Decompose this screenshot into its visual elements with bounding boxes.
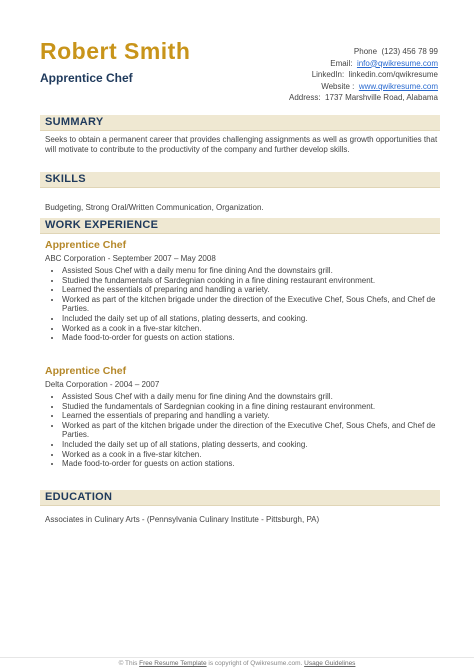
list-item: • Included the daily set up of all stations, plating desserts, and cooking.: [62, 440, 452, 450]
skills-heading: SKILLS: [45, 173, 86, 185]
linkedin-label: LinkedIn:: [311, 70, 345, 79]
education-section-header: [40, 490, 440, 506]
phone-label: Phone: [353, 47, 378, 56]
job-2-title: Apprentice Chef: [45, 365, 127, 377]
experience-section-header: [40, 218, 440, 234]
contact-phone-row: [198, 46, 438, 58]
candidate-title: Apprentice Chef: [40, 71, 133, 85]
job-2-duties: [49, 392, 452, 469]
job-1-subtitle: ABC Corporation - September 2007 – May 2008: [45, 254, 216, 263]
usage-guidelines-link[interactable]: Usage Guidelines: [304, 660, 356, 667]
list-item: • Included the daily set up of all stations, plating desserts, and cooking.: [62, 314, 452, 324]
list-item: • Studied the fundamentals of Sardegnian cooking in a fine dining restaurant environment.: [62, 402, 452, 412]
footer-prefix: © This: [118, 660, 138, 667]
skills-section-header: [40, 172, 440, 188]
list-item: • Assisted Sous Chef with a daily menu for fine dining And the downstairs grill.: [62, 266, 452, 276]
list-item: • Learned the essentials of preparing and handling a variety.: [62, 285, 452, 295]
list-item: • Assisted Sous Chef with a daily menu for fine dining And the downstairs grill.: [62, 392, 452, 402]
contact-email-row: [198, 58, 438, 70]
summary-heading: SUMMARY: [45, 116, 104, 128]
list-item: • Worked as part of the kitchen brigade under the direction of the Executive Chef, Sous Chefs, and Chef de Parties.: [62, 421, 452, 440]
list-item: • Studied the fundamentals of Sardegnian cooking in a fine dining restaurant environment.: [62, 276, 452, 286]
contact-website-row: [198, 81, 438, 93]
list-item: • Made food-to-order for guests on action stations.: [62, 333, 452, 343]
free-resume-template-link[interactable]: Free Resume Template: [139, 660, 207, 667]
education-heading: EDUCATION: [45, 491, 113, 503]
email-link[interactable]: info@qwikresume.com: [356, 58, 438, 68]
list-item: • Worked as a cook in a five-star kitchen.: [62, 324, 452, 334]
job-1-duties: [49, 266, 452, 343]
skills-text: Budgeting, Strong Oral/Written Communication, Organization.: [45, 203, 264, 212]
footer-middle: is copyright of Qwikresume.com.: [208, 660, 303, 667]
contact-linkedin-row: [198, 69, 438, 81]
summary-section-header: [40, 115, 440, 131]
phone-value: (123) 456 78 99: [381, 47, 438, 56]
list-item: • Learned the essentials of preparing and handling a variety.: [62, 411, 452, 421]
list-item: • Worked as part of the kitchen brigade under the direction of the Executive Chef, Sous Chefs, and Chef de Parties.: [62, 295, 452, 314]
experience-heading: WORK EXPERIENCE: [45, 219, 159, 231]
contact-address-row: [198, 92, 438, 104]
list-item: • Worked as a cook in a five-star kitchen.: [62, 450, 452, 460]
summary-text: Seeks to obtain a permanent career that provides challenging assignments as well as growth opportunities that will motivate to contribute to the productivity of the company and further develop skills.: [45, 135, 438, 154]
list-item: • Made food-to-order for guests on action stations.: [62, 459, 452, 469]
job-2-subtitle: Delta Corporation - 2004 – 2007: [45, 380, 160, 389]
email-label: Email:: [330, 58, 353, 68]
linkedin-value: linkedin.com/qwikresume: [348, 70, 438, 79]
address-value: 1737 Marshville Road, Alabama: [325, 93, 438, 102]
website-link[interactable]: www.qwikresume.com: [358, 81, 438, 91]
job-1-title: Apprentice Chef: [45, 239, 127, 251]
footer: [0, 657, 474, 671]
education-text: Associates in Culinary Arts - (Pennsylvania Culinary Institute - Pittsburgh, PA): [45, 515, 320, 524]
address-label: Address:: [289, 93, 321, 102]
candidate-name: Robert Smith: [40, 38, 191, 64]
contact-block: [198, 46, 438, 104]
website-label: Website :: [321, 81, 355, 91]
